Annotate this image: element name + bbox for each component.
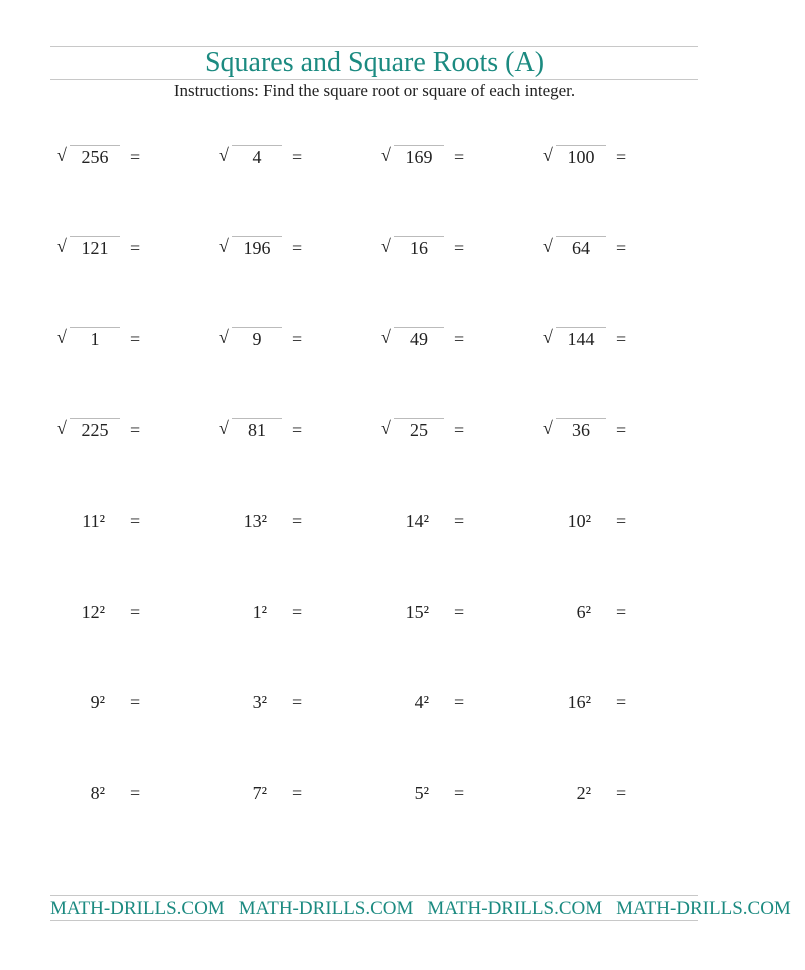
square-problem [219, 600, 369, 624]
radicand: 256 [70, 145, 120, 168]
square-root-problem [57, 418, 207, 442]
square-expression: 2² [576, 783, 591, 803]
footer-text: MATH-DRILLS.COM [238, 898, 414, 919]
equals-sign: = [616, 238, 627, 258]
equals-sign: = [616, 511, 627, 531]
square-expression: 16² [567, 692, 591, 712]
square-root-problem [381, 327, 531, 351]
equals-sign: = [292, 511, 303, 531]
equals-sign: = [292, 147, 303, 167]
square-root-problem [543, 327, 693, 351]
instructions: Instructions: Find the square root or square of each integer. [173, 81, 576, 100]
square-expression: 5² [414, 783, 429, 803]
radicand: 36 [556, 418, 606, 441]
square-root-problem [57, 327, 207, 351]
square-expression: 1² [252, 602, 267, 622]
equals-sign: = [616, 420, 627, 440]
radicand: 9 [232, 327, 282, 350]
square-expression: 13² [243, 511, 267, 531]
equals-sign: = [130, 329, 141, 349]
footer-top-rule [50, 895, 698, 896]
square-expression: 6² [576, 602, 591, 622]
equals-sign: = [454, 238, 465, 258]
square-expression: 15² [405, 602, 429, 622]
square-problem [57, 690, 207, 714]
equals-sign: = [292, 783, 303, 803]
radicand: 121 [70, 236, 120, 259]
square-problem [381, 690, 531, 714]
radical-icon: √ [57, 236, 67, 256]
square-problem [543, 690, 693, 714]
radicand: 144 [556, 327, 606, 350]
radical-icon: √ [219, 418, 229, 438]
square-problem [219, 690, 369, 714]
equals-sign: = [454, 783, 465, 803]
equals-sign: = [292, 238, 303, 258]
square-expression: 9² [90, 692, 105, 712]
equals-sign: = [454, 329, 465, 349]
square-root-problem [381, 145, 531, 169]
equals-sign: = [454, 147, 465, 167]
radicand: 196 [232, 236, 282, 259]
radicand: 49 [394, 327, 444, 350]
equals-sign: = [454, 692, 465, 712]
square-problem [381, 781, 531, 805]
square-expression: 10² [567, 511, 591, 531]
square-problem [543, 600, 693, 624]
square-problem [381, 600, 531, 624]
square-root-problem [381, 418, 531, 442]
square-root-problem [219, 327, 369, 351]
radical-icon: √ [57, 145, 67, 165]
radical-icon: √ [57, 327, 67, 347]
equals-sign: = [130, 147, 141, 167]
equals-sign: = [130, 783, 141, 803]
radical-icon: √ [381, 236, 391, 256]
radical-icon: √ [543, 145, 553, 165]
radical-icon: √ [381, 418, 391, 438]
radicand: 64 [556, 236, 606, 259]
radicand: 4 [232, 145, 282, 168]
equals-sign: = [130, 420, 141, 440]
equals-sign: = [292, 602, 303, 622]
square-expression: 12² [81, 602, 105, 622]
square-problem [543, 509, 693, 533]
radicand: 25 [394, 418, 444, 441]
radical-icon: √ [219, 145, 229, 165]
equals-sign: = [292, 329, 303, 349]
radical-icon: √ [381, 327, 391, 347]
equals-sign: = [454, 420, 465, 440]
radical-icon: √ [219, 327, 229, 347]
equals-sign: = [292, 692, 303, 712]
radicand: 225 [70, 418, 120, 441]
square-expression: 11² [82, 511, 105, 531]
footer-watermark [50, 897, 791, 921]
square-problem [57, 509, 207, 533]
equals-sign: = [616, 783, 627, 803]
square-root-problem [381, 236, 531, 260]
equals-sign: = [292, 420, 303, 440]
radical-icon: √ [543, 418, 553, 438]
square-problem [57, 600, 207, 624]
square-expression: 8² [90, 783, 105, 803]
page-title: Squares and Square Roots (A) [204, 47, 545, 78]
radicand: 1 [70, 327, 120, 350]
equals-sign: = [616, 329, 627, 349]
square-expression: 14² [405, 511, 429, 531]
equals-sign: = [616, 602, 627, 622]
radical-icon: √ [381, 145, 391, 165]
footer-text: MATH-DRILLS.COM [427, 898, 603, 919]
equals-sign: = [454, 511, 465, 531]
radical-icon: √ [57, 418, 67, 438]
radicand: 16 [394, 236, 444, 259]
equals-sign: = [130, 692, 141, 712]
footer-text: MATH-DRILLS.COM [50, 898, 225, 919]
square-expression: 7² [252, 783, 267, 803]
equals-sign: = [454, 602, 465, 622]
footer-text: MATH-DRILLS.COM [616, 898, 791, 919]
square-root-problem [57, 236, 207, 260]
footer-bottom-rule [50, 920, 698, 921]
radicand: 169 [394, 145, 444, 168]
equals-sign: = [130, 511, 141, 531]
square-root-problem [219, 236, 369, 260]
square-problem [381, 509, 531, 533]
square-expression: 4² [414, 692, 429, 712]
square-problem [543, 781, 693, 805]
equals-sign: = [616, 692, 627, 712]
square-root-problem [543, 236, 693, 260]
square-root-problem [219, 145, 369, 169]
square-root-problem [543, 145, 693, 169]
square-expression: 3² [252, 692, 267, 712]
radicand: 100 [556, 145, 606, 168]
equals-sign: = [616, 147, 627, 167]
square-root-problem [57, 145, 207, 169]
radicand: 81 [232, 418, 282, 441]
square-root-problem [543, 418, 693, 442]
square-root-problem [219, 418, 369, 442]
radical-icon: √ [543, 236, 553, 256]
equals-sign: = [130, 602, 141, 622]
radical-icon: √ [219, 236, 229, 256]
square-problem [219, 781, 369, 805]
equals-sign: = [130, 238, 141, 258]
square-problem [219, 509, 369, 533]
square-problem [57, 781, 207, 805]
radical-icon: √ [543, 327, 553, 347]
